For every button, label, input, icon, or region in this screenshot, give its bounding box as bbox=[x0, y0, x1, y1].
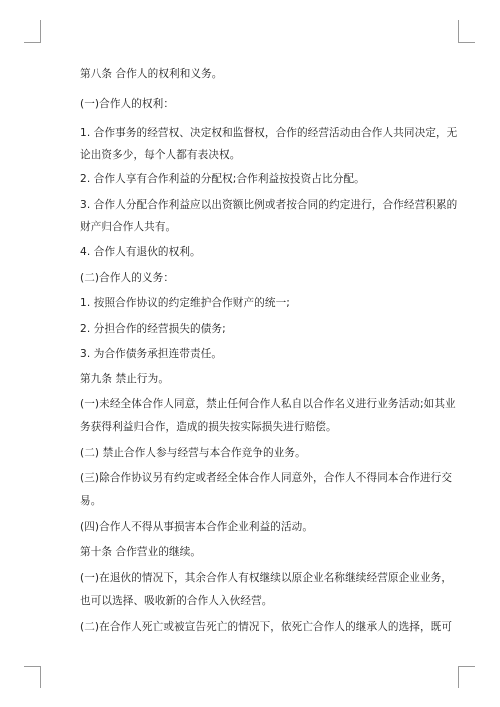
duties-item-3: 3. 为合作债务承担连带责任。 bbox=[80, 348, 223, 360]
crop-mark-bottom-left-h bbox=[24, 666, 41, 667]
prohibition-3: (三)除合作协议另有约定或者经全体合作人同意外，合作人不得同本合作进行交 bbox=[80, 472, 453, 484]
continuation-1-cont: 也可以选择、吸收新的合作人入伙经营。 bbox=[80, 595, 273, 607]
rights-item-4: 4. 合作人有退伙的权利。 bbox=[80, 246, 201, 258]
continuation-1: (一)在退伙的情况下，其余合作人有权继续以原企业名称继续经营原企业业务， bbox=[80, 572, 453, 584]
rights-item-3: 3. 合作人分配合作利益应以出资额比例或者按合同的约定进行，合作经营积累的 bbox=[80, 199, 458, 211]
article-10-heading: 第十条 合作营业的继续。 bbox=[80, 546, 202, 558]
duties-subheading: (二)合作人的义务： bbox=[80, 272, 175, 284]
duties-item-2: 2. 分担合作的经营损失的债务; bbox=[80, 323, 226, 335]
crop-mark-top-left-h bbox=[24, 42, 41, 43]
rights-item-1-cont: 论出资多少，每个人都有表决权。 bbox=[80, 149, 241, 161]
crop-mark-top-right bbox=[458, 20, 459, 42]
rights-subheading: (一)合作人的权利： bbox=[80, 98, 175, 110]
prohibition-1: (一)未经全体合作人同意，禁止任何合作人私自以合作名义进行业务活动;如其业 bbox=[80, 398, 456, 410]
prohibition-1-cont: 务获得利益归合作，造成的损失按实际损失进行赔偿。 bbox=[80, 421, 337, 433]
crop-mark-bottom-right bbox=[458, 666, 459, 688]
rights-item-3-cont: 财产归合作人共有。 bbox=[80, 221, 177, 233]
prohibition-2: (二) 禁止合作人参与经营与本合作竞争的业务。 bbox=[80, 447, 306, 459]
crop-mark-bottom-left bbox=[40, 666, 41, 688]
crop-mark-top-left bbox=[40, 20, 41, 42]
crop-mark-bottom-right-h bbox=[458, 666, 475, 667]
crop-mark-top-right-h bbox=[458, 42, 475, 43]
rights-item-2: 2. 合作人享有合作利益的分配权;合作利益按投资占比分配。 bbox=[80, 173, 365, 185]
duties-item-1: 1. 按照合作协议的约定维护合作财产的统一; bbox=[80, 297, 290, 309]
article-9-heading: 第九条 禁止行为。 bbox=[80, 373, 170, 385]
continuation-2: (二)在合作人死亡或被宣告死亡的情况下，依死亡合作人的继承人的选择，既可 bbox=[80, 621, 453, 633]
rights-item-1: 1. 合作事务的经营权、决定权和监督权，合作的经营活动由合作人共同决定，无 bbox=[80, 127, 458, 139]
prohibition-4: (四)合作人不得从事损害本合作企业利益的活动。 bbox=[80, 521, 314, 533]
article-8-heading: 第八条 合作人的权利和义务。 bbox=[80, 68, 223, 80]
prohibition-3-cont: 易。 bbox=[80, 495, 102, 507]
